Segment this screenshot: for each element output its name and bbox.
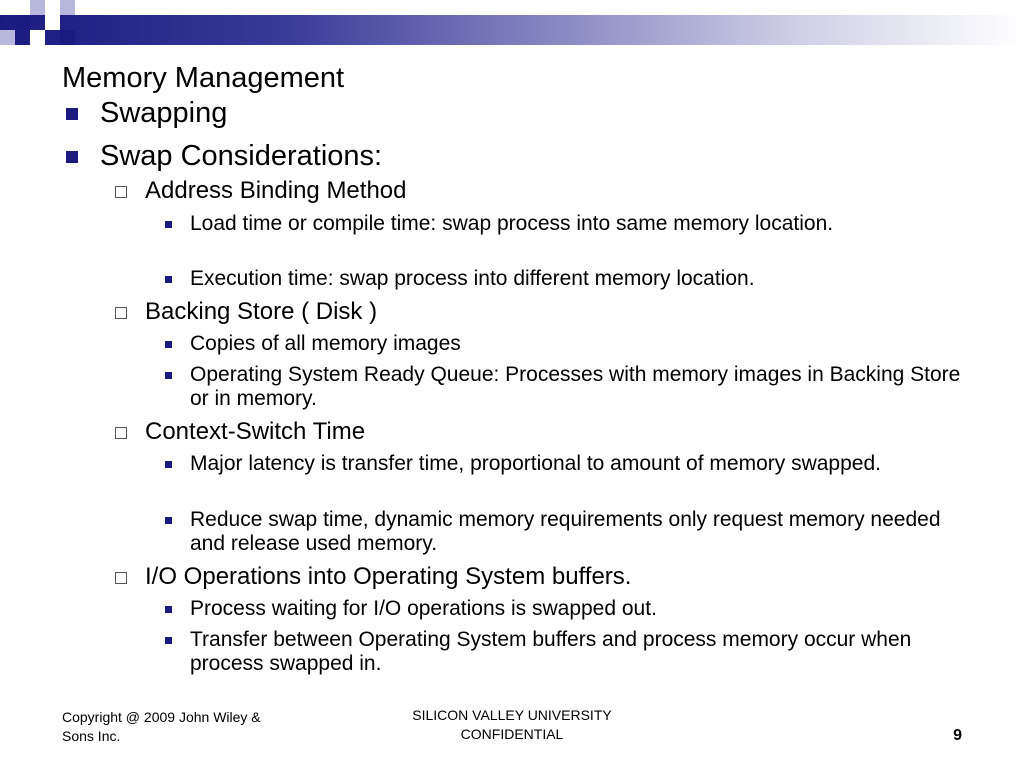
decor-square bbox=[60, 30, 75, 45]
page-number: 9 bbox=[953, 727, 962, 744]
detail-bullet: Major latency is transfer time, proportional to amount of memory swapped. bbox=[165, 452, 965, 476]
small-square-bullet-icon bbox=[165, 221, 172, 228]
hollow-square-bullet-icon bbox=[115, 572, 127, 584]
small-square-bullet-icon bbox=[165, 372, 172, 379]
decor-square bbox=[0, 30, 15, 45]
detail-bullet: Process waiting for I/O operations is swapped out. bbox=[165, 597, 965, 621]
small-square-bullet-icon bbox=[165, 606, 172, 613]
decor-square bbox=[60, 0, 75, 15]
detail-bullet: Operating System Ready Queue: Processes with memory images in Backing Store or in memory. bbox=[165, 363, 965, 411]
small-square-bullet-icon bbox=[165, 461, 172, 468]
header-gradient-bar bbox=[0, 15, 1024, 45]
small-square-bullet-icon bbox=[165, 637, 172, 644]
decor-square bbox=[45, 15, 60, 30]
hollow-square-bullet-icon bbox=[115, 427, 127, 439]
detail-bullet: Execution time: swap process into different memory location. bbox=[165, 267, 965, 291]
detail-bullet: Transfer between Operating System buffers and process memory occur when process swapped in. bbox=[165, 628, 965, 676]
footer-confidential: SILICON VALLEY UNIVERSITY CONFIDENTIAL bbox=[412, 707, 612, 742]
slide-title: Memory Management bbox=[62, 62, 345, 94]
decor-square bbox=[30, 0, 45, 15]
square-bullet-icon bbox=[66, 108, 78, 120]
hollow-square-bullet-icon bbox=[115, 186, 127, 198]
hollow-square-bullet-icon bbox=[115, 307, 127, 319]
decor-square bbox=[15, 15, 30, 30]
small-square-bullet-icon bbox=[165, 341, 172, 348]
detail-bullet: Reduce swap time, dynamic memory requirements only request memory needed and release used memory. bbox=[165, 508, 965, 556]
decor-square bbox=[30, 30, 45, 45]
footer-copyright: Copyright @ 2009 John Wiley & Sons Inc. bbox=[62, 709, 261, 744]
square-bullet-icon bbox=[66, 151, 78, 163]
detail-bullet: Copies of all memory images bbox=[165, 332, 965, 356]
small-square-bullet-icon bbox=[165, 276, 172, 283]
detail-bullet: Load time or compile time: swap process into same memory location. bbox=[165, 212, 965, 236]
small-square-bullet-icon bbox=[165, 517, 172, 524]
